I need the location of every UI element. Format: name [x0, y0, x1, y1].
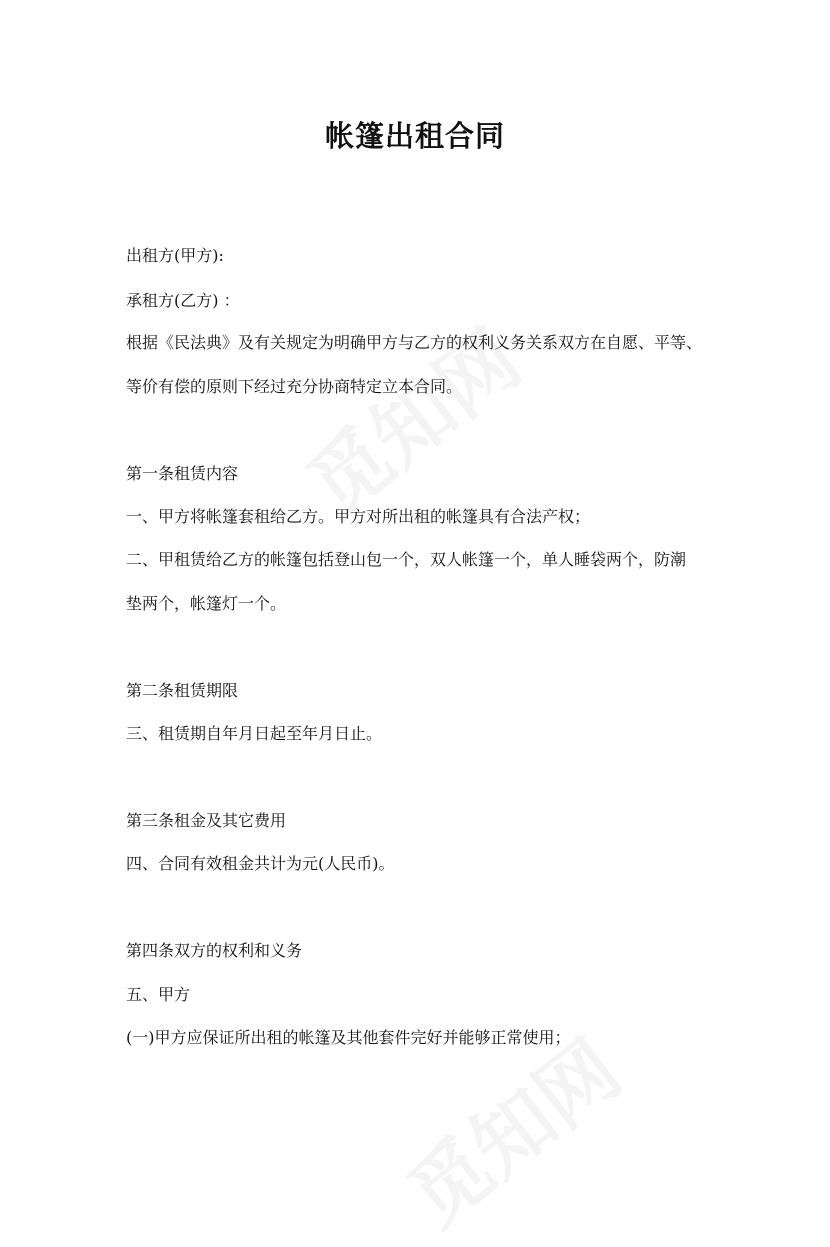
preamble-line-2: 等价有偿的原则下经过充分协商特定立本合同。 — [126, 377, 463, 396]
clause-5: 五、甲方 — [126, 985, 191, 1004]
clause-5-item-1: (一)甲方应保证所出租的帐篷及其他套件完好并能够正常使用； — [126, 1028, 571, 1047]
lessee-line: 承租方(乙方) ： — [126, 291, 240, 310]
article-4-heading: 第四条双方的权利和义务 — [126, 941, 303, 960]
clause-1: 一、甲方将帐篷套租给乙方。甲方对所出租的帐篷具有合法产权； — [126, 507, 591, 526]
clause-2-line-2: 垫两个，帐篷灯一个。 — [126, 594, 287, 613]
clause-3: 三、租赁期自年月日起至年月日止。 — [126, 724, 383, 743]
article-1-heading: 第一条租赁内容 — [126, 464, 239, 483]
clause-4: 四、合同有效租金共计为元(人民币)。 — [126, 854, 395, 873]
article-3-heading: 第三条租金及其它费用 — [126, 811, 287, 830]
preamble-line-1: 根据《民法典》及有关规定为明确甲方与乙方的权利义务关系双方在自愿、平等、 — [126, 333, 703, 352]
clause-2-line-1: 二、甲租赁给乙方的帐篷包括登山包一个，双人帐篷一个，单人睡袋两个，防潮 — [126, 550, 687, 569]
article-2-heading: 第二条租赁期限 — [126, 681, 239, 700]
document-title: 帐篷出租合同 — [324, 119, 505, 153]
lessor-line: 出租方(甲方): — [126, 246, 224, 265]
